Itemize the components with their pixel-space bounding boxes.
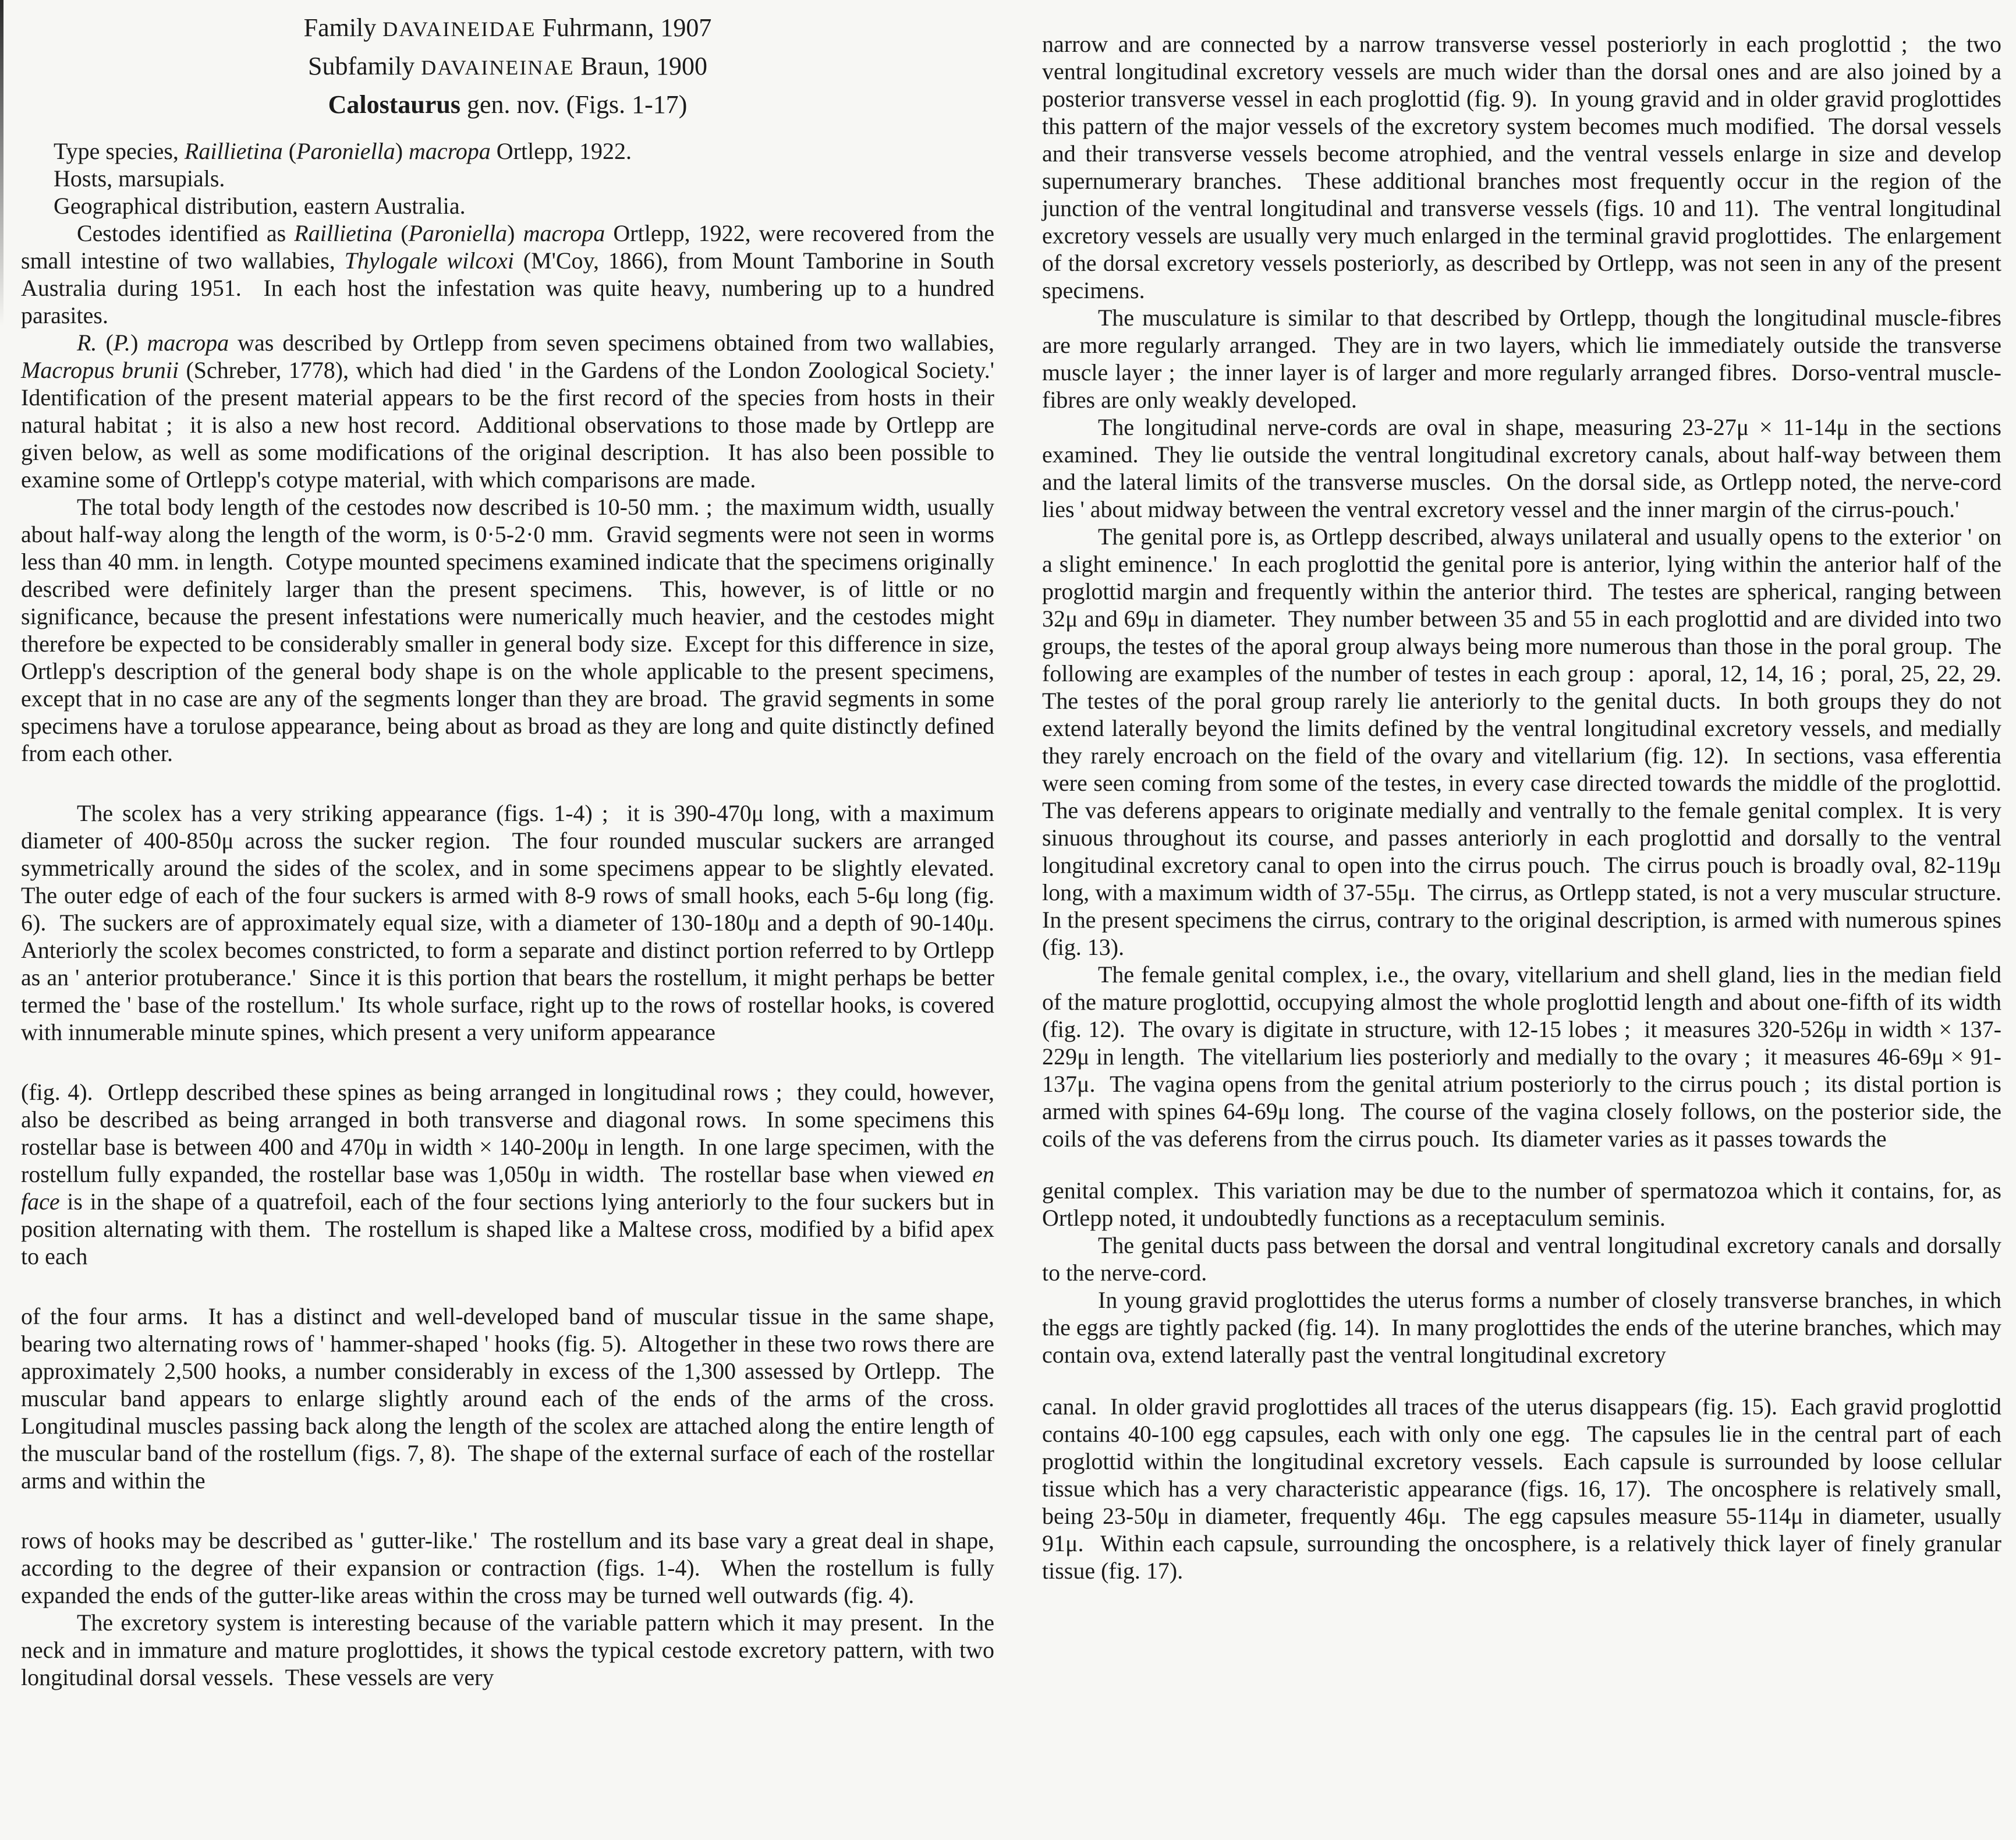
paragraph-genital-pore: The genital pore is, as Ortlepp described, always unilateral and usually opens to the exterior ' on a slight eminence.' In each proglottid the genital pore is anterior, lying within the anterior half of the proglottid margin and frequently within the anterior third. The testes are spherical, ranging between 32μ and 69μ in diameter. They number between 35 and 55 in each proglottid and are divided into two groups, the testes of the aporal group always being more numerous than those in the poral group. The following are examples of the number of testes in each group : aporal, 12, 14, 16 ; poral, 25, 22, 29. The testes of the poral group rarely lie anteriorly to the genital ducts. In both groups they do not extend laterally beyond the limits defined by the ventral longitudinal excretory vessels, and medially they rarely encroach on the field of the ovary and vitellarium (fig. 12). In sections, vasa efferentia were seen coming from some of the testes, in every case directed towards the middle of the proglottid. The vas deferens appears to originate medially and ventrally to the female genital complex. It is very sinuous throughout its course, and passes anteriorly in each proglottid and dorsally to the ventral longitudinal excretory canal to open into the cirrus pouch. The cirrus pouch is broadly oval, 82-119μ long, with a maximum width of 37-55μ. The cirrus, as Ortlepp stated, is not a very muscular structure. In the present specimens the cirrus, contrary to the original description, is armed with numerous spines (fig. 13). <box>1042 523 2013 960</box>
paragraph-macropa-described: R. (P.) macropa was described by Ortlepp from seven specimens obtained from two wallabies, Macropus brunii (Schreber, 1778), which had died ' in the Gardens of the London Zoological Society.' Identification of the present material appears to be the first record of the species from hosts in their natural habitat ; it is also a new host record. Additional observations to those made by Ortlepp are given below, as well as some modifications of the original description. It has also been possible to examine some of Ortlepp's cotype material, with which comparisons are made. <box>21 330 1006 493</box>
paragraph-cestodes-identified: Cestodes identified as Raillietina (Paroniella) macropa Ortlepp, 1922, were recovered from the small intestine of two wallabies, Thylogale wilcoxi (M'Coy, 1866), from Mount Tamborine in South Australia during 1951. In each host the infestation was quite heavy, numbering up to a hundred parasites. <box>21 220 1000 328</box>
subfamily-heading-prefix: Subfamily <box>307 52 421 80</box>
paragraph-excretory-system: The excretory system is interesting because of the variable pattern which it may present. In the neck and in immature and mature proglottides, it shows the typical cestode excretory pattern, with two longitudinal dorsal vessels. These vessels are very <box>21 1609 1000 1690</box>
genus-heading-suffix: gen. nov. (Figs. 1-17) <box>460 90 688 119</box>
paragraph-scolex: The scolex has a very striking appearance (figs. 1-4) ; it is 390-470μ long, with a maximum diameter of 400-850μ across the sucker region. The four rounded muscular suckers are arranged symmetrically around the sides of the scolex, and in some specimens appear to be slightly elevated. The outer edge of each of the four suckers is armed with 8-9 rows of small hooks, each 5-6μ long (fig. 6). The suckers are of approximately equal size, with a diameter of 130-180μ and a depth of 90-140μ. Anteriorly the scolex becomes constricted, to form a separate and distinct portion referred to by Ortlepp as an ' anterior protuberance.' Since it is this portion that bears the rostellum, it might perhaps be better termed the ' base of the rostellum.' Its whole surface, right up to the rows of rostellar hooks, is covered with innumerable minute spines, which present a very uniform appearance <box>21 800 1006 1045</box>
paragraph-egg-capsules: canal. In older gravid proglottides all traces of the uterus disappears (fig. 15). Each gravid proglottid contains 40-100 egg capsules, each with only one egg. The capsules lie in the central part of each proglottid within the longitudinal excretory vessels. Each capsule is surrounded by loose cellular tissue which has a very characteristic appearance (figs. 16, 17). The oncosphere is relatively small, being 23-50μ in diameter, frequently 46μ. The egg capsules measure 55-114μ in diameter, usually 91μ. Within each capsule, surrounding the oncosphere, is a relatively thick layer of finely granular tissue (fig. 17). <box>1042 1393 2007 1584</box>
family-heading-line <box>21 9 994 48</box>
paragraph-gutter-like: rows of hooks may be described as ' gutter-like.' The rostellum and its base vary a great deal in shape, according to the degree of their expansion or contraction (figs. 1-4). When the rostellum is fully expanded the ends of the gutter-like areas within the cross may be turned well outwards (fig. 4). <box>21 1527 1000 1608</box>
subfamily-heading-line <box>21 48 994 86</box>
paragraph-musculature: The musculature is similar to that described by Ortlepp, though the longitudinal muscle-fibres are more regularly arranged. They are in two layers, which lie immediately outside the transverse muscle layer ; the inner layer is of larger and more regularly arranged fibres. Dorso-ventral muscle-fibres are only weakly developed. <box>1042 305 2007 413</box>
subfamily-heading-suffix: Braun, 1900 <box>574 52 708 80</box>
paragraph-female-genital-complex: The female genital complex, i.e., the ovary, vitellarium and shell gland, lies in the median field of the mature proglottid, occupying almost the whole proglottid length and about one-fifth of its width (fig. 12). The ovary is digitate in structure, with 12-15 lobes ; it measures 320-526μ in width × 137-229μ in length. The vitellarium lies posteriorly and medially to the ovary ; it measures 46-69μ × 91-137μ. The vagina opens from the genital atrium posteriorly to the cirrus pouch ; its distal portion is armed with spines 64-69μ long. The course of the vagina closely follows, on the posterior side, the coils of the vas deferens from the cirrus pouch. Its diameter varies as it passes towards the <box>1042 961 2007 1152</box>
family-name: DAVAINEIDAE <box>382 17 536 41</box>
scan-edge-artifact <box>0 0 3 326</box>
genus-heading-line <box>21 86 994 123</box>
hosts-line: Hosts, marsupials. <box>54 165 225 192</box>
paragraph-spine-arrangement: (fig. 4). Ortlepp described these spines as being arranged in longitudinal rows ; they could, however, also be described as being arranged in both transverse and diagonal rows. In some specimens this rostellar base is between 400 and 470μ in width × 140-200μ in length. In one large specimen, with the rostellum fully expanded, the rostellar base was 1,050μ in width. The rostellar base when viewed en face is in the shape of a quatrefoil, each of the four sections lying anteriorly to the four suckers but in position alternating with them. The rostellum is shaped like a Maltese cross, modified by a bifid apex to each <box>21 1079 1000 1269</box>
paragraph-genital-ducts: The genital ducts pass between the dorsal and ventral longitudinal excretory canals and dorsally to the nerve-cord. <box>1042 1232 2007 1286</box>
paragraph-total-body-length: The total body length of the cestodes now described is 10-50 mm. ; the maximum width, usually about half-way along the length of the worm, is 0·5-2·0 mm. Gravid segments were not seen in worms less than 40 mm. in length. Cotype mounted specimens examined indicate that the specimens originally described were definitely larger than the present specimens. This, however, is of little or no significance, because the present infestations were numerically much heavier, and the cestodes might therefore be expected to be considerably smaller in general body size. Except for this difference in size, Ortlepp's description of the general body shape is on the whole applicable to the present specimens, except that in no case are any of the segments longer than they are broad. The gravid segments in some specimens have a torulose appearance, being about as broad as they are long and quite distinctly defined from each other. <box>21 494 1000 766</box>
right-column <box>1042 30 2013 1584</box>
paragraph-narrow-vessels: narrow and are connected by a narrow transverse vessel posteriorly in each proglottid ; the two ventral longitudinal excretory vessels are much wider than the dorsal ones and are also joined by a posterior transverse vessel in each proglottid (fig. 9). In young gravid and in older gravid proglottides this pattern of the major vessels of the excretory system becomes much modified. The dorsal vessels and their transverse vessels become atrophied, and the ventral vessels enlarge in size and develop supernumerary branches. These additional branches most frequently occur in the region of the junction of the ventral longitudinal and transverse vessels (figs. 10 and 11). The ventral longitudinal excretory vessels are usually very much enlarged in the terminal gravid proglottides. The enlargement of the dorsal excretory vessels posteriorly, as described by Ortlepp, was not seen in any of the present specimens. <box>1042 31 2007 303</box>
paragraph-genital-complex-variation: genital complex. This variation may be due to the number of spermatozoa which it contains, for, as Ortlepp noted, it undoubtedly functions as a receptaculum seminis. <box>1042 1177 2007 1231</box>
left-column <box>21 9 1006 1691</box>
family-heading-suffix: Fuhrmann, 1907 <box>536 13 712 42</box>
paragraph-nerve-cords: The longitudinal nerve-cords are oval in shape, measuring 23-27μ × 11-14μ in the sections examined. They lie outside the ventral longitudinal excretory canals, about half-way between them and the lateral limits of the transverse muscles. On the dorsal side, as Ortlepp noted, the nerve-cord lies ' about midway between the ventral excretory vessel and the inner margin of the cirrus-pouch.' <box>1042 414 2007 522</box>
distribution-line: Geographical distribution, eastern Australia. <box>54 193 466 219</box>
family-heading-prefix: Family <box>303 13 383 42</box>
article-heading <box>21 9 994 123</box>
type-species-line: Type species, Raillietina (Paroniella) macropa Ortlepp, 1922. <box>54 138 632 164</box>
paragraph-four-arms: of the four arms. It has a distinct and well-developed band of muscular tissue in the same shape, bearing two alternating rows of ' hammer-shaped ' hooks (fig. 5). Altogether in these two rows there are approximately 2,500 hooks, a number considerably in excess of the 1,300 assessed by Ortlepp. The muscular band appears to enlarge slightly around each of the ends of the arms of the cross. Longitudinal muscles passing back along the length of the scolex are attached along the entire length of the muscular band of the rostellum (figs. 7, 8). The shape of the external surface of each of the rostellar arms and within the <box>21 1303 1006 1494</box>
genus-name: Calostaurus <box>328 90 460 119</box>
paragraph-uterus: In young gravid proglottides the uterus forms a number of closely transverse branches, in which the eggs are tightly packed (fig. 14). In many proglottides the ends of the uterine branches, which may contain ova, extend laterally past the ventral longitudinal excretory <box>1042 1287 2007 1368</box>
subfamily-name: DAVAINEINAE <box>421 56 575 79</box>
